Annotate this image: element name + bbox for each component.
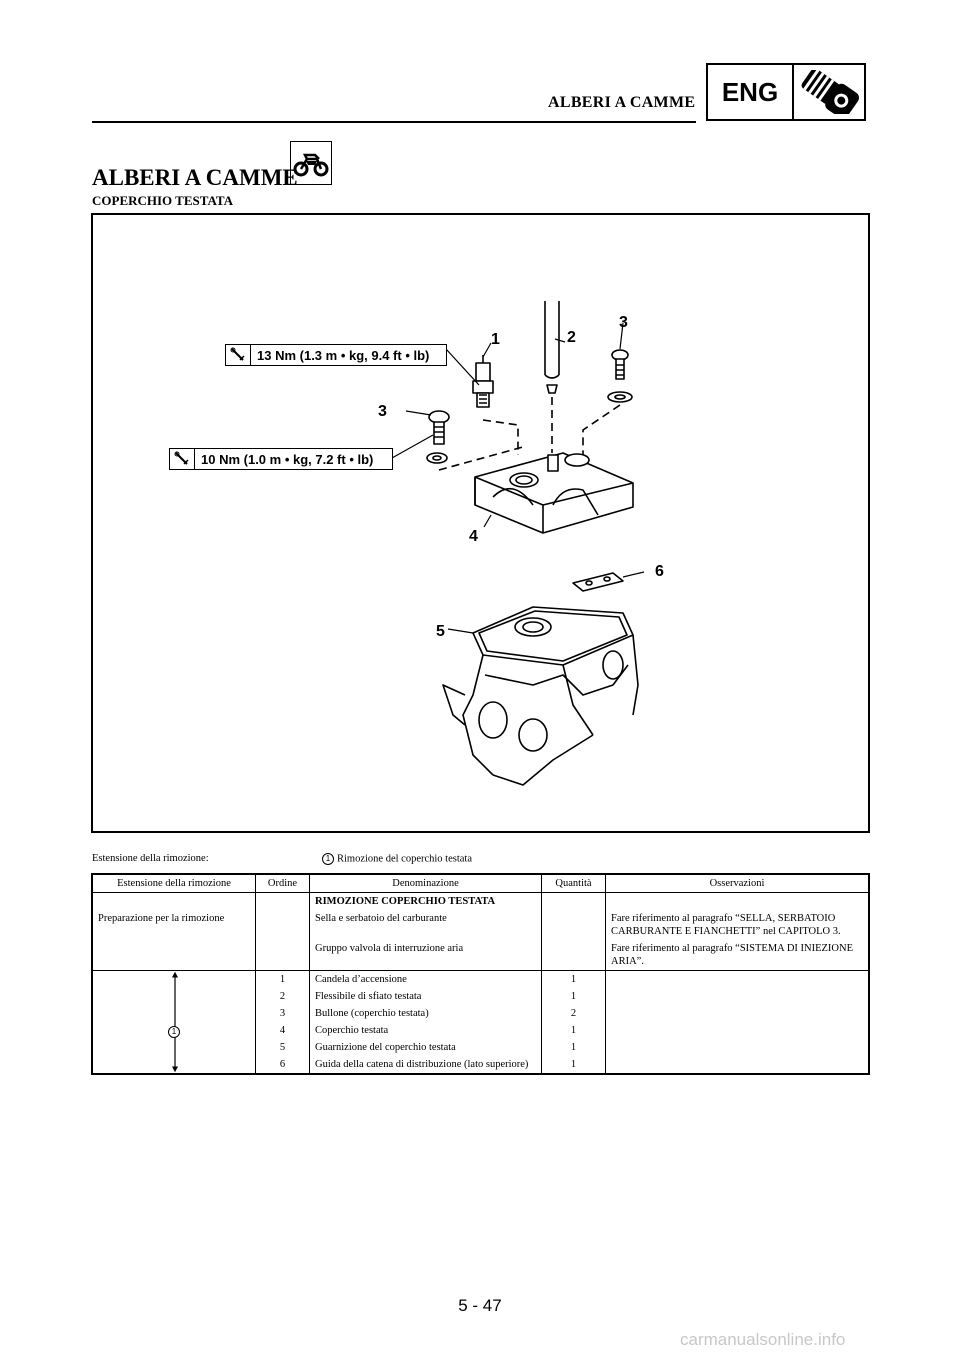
table-row bbox=[93, 893, 868, 910]
removal-extent-item bbox=[322, 853, 472, 865]
torque-value: 13 Nm (1.3 m • kg, 9.4 ft • lb) bbox=[257, 347, 430, 363]
table-row bbox=[93, 940, 868, 970]
part-order: 4 bbox=[256, 1022, 310, 1039]
watermark: carmanualsonline.info bbox=[680, 1330, 846, 1349]
callout-2: 2 bbox=[567, 329, 576, 346]
part-note: Fare riferimento al paragrafo “SELLA, SERBATOIO CARBURANTE E FIANCHETTI” nel CAPITOLO 3. bbox=[611, 913, 841, 937]
col-header-order: Ordine bbox=[256, 875, 310, 893]
part-qty: 1 bbox=[542, 988, 606, 1005]
section-subtitle: COPERCHIO TESTATA bbox=[92, 193, 233, 208]
table-row bbox=[93, 988, 868, 1005]
torque-spec-cover-bolt bbox=[169, 448, 393, 470]
page-title: ALBERI A CAMME bbox=[92, 165, 298, 190]
part-qty: 2 bbox=[542, 1005, 606, 1022]
part-order: 3 bbox=[256, 1005, 310, 1022]
torque-wrench-icon bbox=[226, 345, 251, 365]
torque-spec-spark-plug bbox=[225, 344, 447, 366]
part-order: 5 bbox=[256, 1039, 310, 1056]
callout-1: 1 bbox=[491, 331, 500, 348]
eng-badge bbox=[706, 63, 866, 121]
header-rule bbox=[92, 121, 696, 123]
col-header-name: Denominazione bbox=[310, 875, 542, 893]
part-name: Flessibile di sfiato testata bbox=[310, 988, 542, 1005]
procedure-heading: RIMOZIONE COPERCHIO TESTATA bbox=[310, 893, 542, 910]
torque-value: 10 Nm (1.0 m • kg, 7.2 ft • lb) bbox=[201, 451, 374, 467]
torque-wrench-icon bbox=[170, 449, 195, 469]
table-header-row bbox=[93, 875, 868, 893]
part-order: 1 bbox=[256, 971, 310, 988]
table-row bbox=[93, 971, 868, 988]
exploded-view-diagram bbox=[91, 213, 870, 833]
table-row bbox=[93, 1022, 868, 1039]
part-name: Coperchio testata bbox=[310, 1022, 542, 1039]
part-qty: 1 bbox=[542, 1056, 606, 1073]
part-name: Bullone (coperchio testata) bbox=[310, 1005, 542, 1022]
header-section-title: ALBERI A CAMME bbox=[548, 94, 696, 111]
col-header-notes: Osservazioni bbox=[606, 875, 868, 893]
part-name: Guida della catena di distribuzione (lato superiore) bbox=[310, 1056, 542, 1073]
part-qty: 1 bbox=[542, 1039, 606, 1056]
part-name: Candela d’accensione bbox=[310, 971, 542, 988]
parts-group bbox=[93, 971, 868, 1073]
prep-group bbox=[93, 893, 868, 971]
col-header-extent: Estensione della rimozione bbox=[93, 875, 256, 893]
table-row bbox=[93, 910, 868, 940]
table-row bbox=[93, 1005, 868, 1022]
table-row bbox=[93, 1056, 868, 1073]
part-name: Gruppo valvola di interruzione aria bbox=[310, 940, 542, 970]
callout-4: 4 bbox=[469, 528, 478, 545]
circled-number: 1 bbox=[168, 1026, 180, 1038]
removal-extent-label: Estensione della rimozione: bbox=[92, 853, 209, 864]
prep-label: Preparazione per la rimozione bbox=[93, 910, 256, 940]
procedure-table bbox=[91, 873, 870, 1075]
part-note: Fare riferimento al paragrafo “SISTEMA DI INIEZIONE ARIA”. bbox=[611, 943, 853, 967]
circled-number: 1 bbox=[322, 853, 334, 865]
part-name: Sella e serbatoio del carburante bbox=[310, 910, 542, 940]
part-qty: 1 bbox=[542, 1022, 606, 1039]
eng-label: ENG bbox=[708, 65, 794, 119]
part-qty: 1 bbox=[542, 971, 606, 988]
table-row bbox=[93, 1039, 868, 1056]
col-header-qty: Quantità bbox=[542, 875, 606, 893]
callout-5: 5 bbox=[436, 623, 445, 640]
removal-extent-text: Rimozione del coperchio testata bbox=[337, 853, 472, 865]
part-name: Guarnizione del coperchio testata bbox=[310, 1039, 542, 1056]
engine-piston-icon bbox=[794, 65, 864, 119]
part-order: 2 bbox=[256, 988, 310, 1005]
callout-6: 6 bbox=[655, 563, 664, 580]
callout-3-right: 3 bbox=[619, 314, 628, 331]
page-number: 5 - 47 bbox=[458, 1296, 502, 1315]
part-order: 6 bbox=[256, 1056, 310, 1073]
cylinder-head-cover-illustration bbox=[93, 215, 868, 831]
callout-3-left: 3 bbox=[378, 403, 387, 420]
motorcycle-icon bbox=[290, 141, 332, 185]
